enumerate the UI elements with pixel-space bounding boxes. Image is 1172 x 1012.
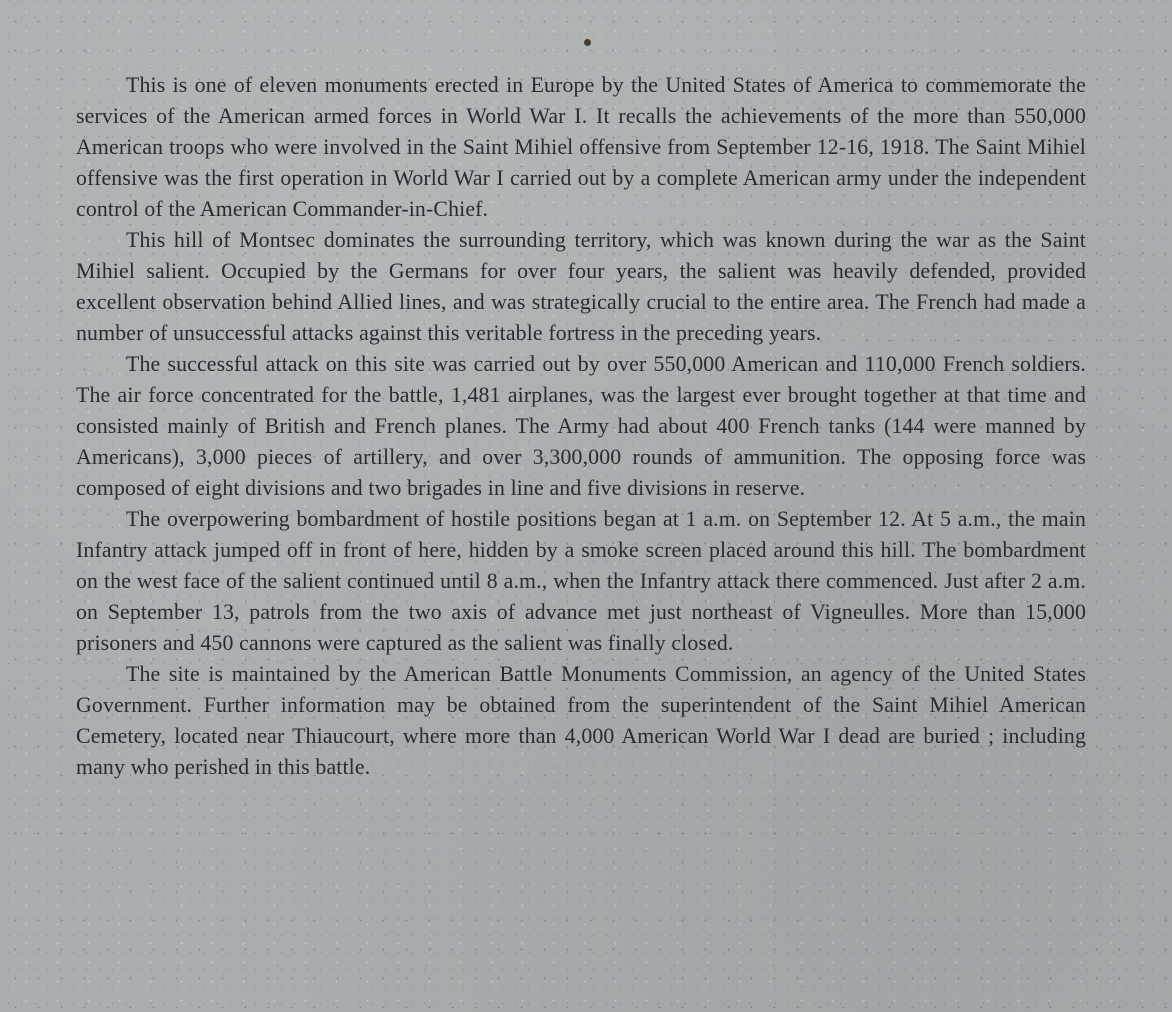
paragraph-maintenance: The site is maintained by the American Battle Monuments Commission, an agency of the United States Government. Further information may be obtained from the superintendent of the Saint Mihiel American Cemetery, located near Thiaucourt, where more than 4,000 American World War I dead are buried ; including many who perished in this battle. xyxy=(76,662,1086,779)
inscription-text xyxy=(76,70,1086,783)
paragraph-intro: This is one of eleven monuments erected in Europe by the United States of America to commemorate the services of the American armed forces in World War I. It recalls the achievements of the more than 550,000 American troops who were involved in the Saint Mihiel offensive from September 12-16, 1918. The Saint Mihiel offensive was the first operation in World War I carried out by a complete American army under the independent control of the American Commander-in-Chief. xyxy=(76,73,1086,221)
paragraph-montsec: This hill of Montsec dominates the surrounding territory, which was known during the war as the Saint Mihiel salient. Occupied by the Germans for over four years, the salient was heavily defended, provided excellent observation behind Allied lines, and was strategically crucial to the entire area. The French had made a number of unsuccessful attacks against this veritable fortress in the preceding years. xyxy=(76,228,1086,345)
paragraph-bombardment: The overpowering bombardment of hostile positions began at 1 a.m. on September 12. At 5 a.m., the main Infantry attack jumped off in front of here, hidden by a smoke screen placed around this hill. The bombardment on the west face of the salient continued until 8 a.m., when the Infantry attack there commenced. Just after 2 a.m. on September 13, patrols from the two axis of advance met just northeast of Vigneulles. More than 15,000 prisoners and 450 cannons were captured as the salient was finally closed. xyxy=(76,507,1086,655)
paragraph-attack: The successful attack on this site was carried out by over 550,000 American and 110,000 French soldiers. The air force concentrated for the battle, 1,481 airplanes, was the largest ever brought together at that time and consisted mainly of British and French planes. The Army had about 400 French tanks (144 were manned by Americans), 3,000 pieces of artillery, and over 3,300,000 rounds of ammunition. The opposing force was composed of eight divisions and two brigades in line and five divisions in reserve. xyxy=(76,352,1086,500)
surface-mark xyxy=(584,39,591,46)
